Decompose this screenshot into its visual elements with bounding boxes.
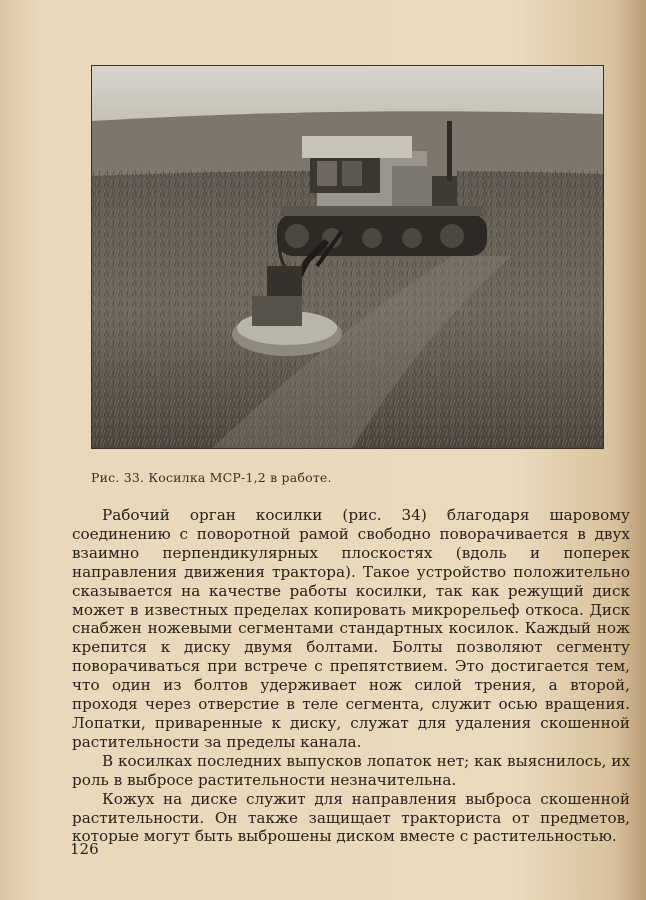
figure-caption: Рис. 33. Косилка МСР-1,2 в работе. (91, 470, 332, 485)
figure-photo-mower-tractor (91, 65, 604, 449)
paragraph: В косилках последних выпусков лопаток нет; как выяснилось, их роль в выбросе растительности незначительна. (72, 751, 630, 789)
page-number: 126 (70, 840, 99, 858)
paragraph: Кожух на диске служит для направления выброса скошенной растительности. Он также защищает тракториста от предметов, которые могут быть выброшены диском вместе с растительностью. (72, 789, 630, 846)
body-text (72, 506, 630, 846)
paragraph: Рабочий орган косилки (рис. 34) благодаря шаровому соединению с поворотной рамой свободно поворачивается в двух взаимно перпендикулярных плоскостях (вдоль и поперек направления движения трактора). Такое устройство положительно сказывается на качестве работы косилки, так как режущий диск может в известных пределах копировать микрорельеф откоса. Диск снабжен ножевыми сегментами стандартных косилок. Каждый нож крепится к диску двумя болтами. Болты позволяют сегменту поворачиваться при встрече с препятствием. Это достигается тем, что один из болтов удерживает нож силой трения, а второй, проходя через отверстие в теле сегмента, служит осью вращения. Лопатки, приваренные к диску, служат для удаления скошенной растительности за пределы канала. (72, 506, 630, 751)
